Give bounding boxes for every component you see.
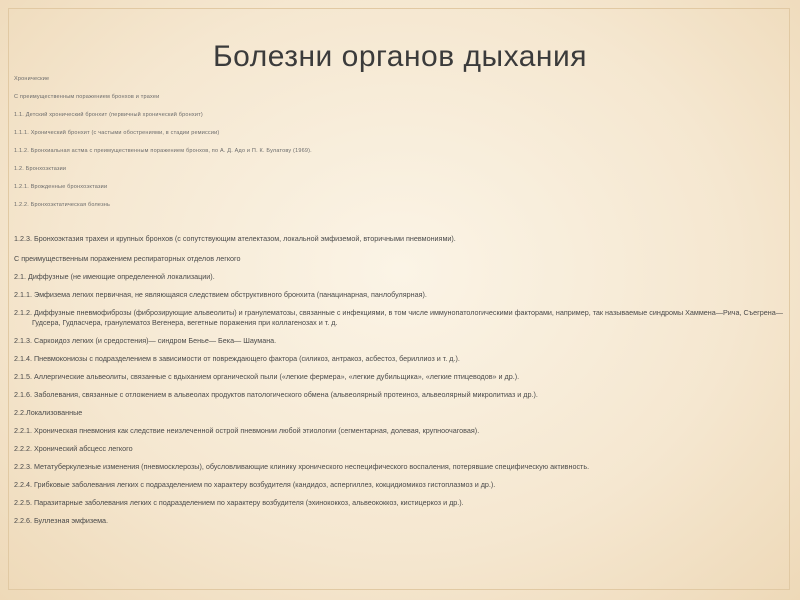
text-line: 2.1.6. Заболевания, связанные с отложением в альвеолах продуктов патологического обмена (альвеолярный протеиноз, альвеолярный микролитиаз и др.). <box>14 390 538 399</box>
text-line: 2.2.2. Хронический абсцесс легкого <box>14 444 133 453</box>
text-line: 2.1.5. Аллергические альвеолиты, связанные с вдыханием органической пыли («легкие фермера», «легкие дубильщика», «легкие птицеводов» и др.). <box>14 372 520 381</box>
text-line: Гудсера, Гудпасчера, гранулематоз Вегенера, вегетные поражения при коллагенозах и т. д. <box>32 318 338 327</box>
text-line: 2.2.3. Метатуберкулезные изменения (пневмосклерозы), обусловливающие клинику хронического неспецифического воспаления, потерявшие специфическую активность. <box>14 462 590 471</box>
text-line: 2.2.6. Буллезная эмфизема. <box>14 516 109 525</box>
text-line: 2.1.3. Саркоидоз легких (и средостения)— синдром Бенье— Бека— Шаумана. <box>14 336 277 345</box>
text-line: 2.2.Локализованные <box>14 408 83 417</box>
text-line: 2.2.1. Хроническая пневмония как следствие неизлеченной острой пневмонии любой этиологии (сегментарная, долевая, крупноочаговая). <box>14 426 480 435</box>
text-line: С преимущественным поражением респираторных отделов легкого <box>14 254 241 263</box>
text-line: 2.1.4. Пневмокониозы с подразделением в зависимости от повреждающего фактора (силикоз, антракоз, асбестоз, бериллиоз и т. д.). <box>14 354 460 363</box>
slide-title: Болезни органов дыхания <box>212 40 587 73</box>
text-line: 1.2.3. Бронхоэктазия трахеи и крупных бронхов (с сопутствующим ателектазом, локальной эмфиземой, вторичными пневмониями). <box>14 234 456 243</box>
text-line: 1.2. Бронхоэктазии <box>14 166 67 172</box>
text-line: 1.2.1. Врожденные бронхоэктазии <box>14 184 108 190</box>
text-line: 2.2.5. Паразитарные заболевания легких с подразделением по характеру возбудителя (эхинококкоз, альвеококкоз, кистицеркоз и др.). <box>14 498 464 507</box>
text-line: 2.1. Диффузные (не имеющие определенной локализации). <box>14 272 215 281</box>
section-header: Хронические <box>14 76 50 82</box>
text-line: 2.2.4. Грибковые заболевания легких с подразделением по характеру возбудителя (кандидоз, аспергиллез, кокцидиомикоз гистоплазмоз и др.). <box>14 480 496 489</box>
text-line: 1.2.2. Бронхоэктатическая болезнь <box>14 202 111 208</box>
text-line: 1.1. Детский хронический бронхит (первичный хронический бронхит) <box>14 112 203 118</box>
text-line: 1.1.2. Бронхиальная астма с преимущественным поражением бронхов, по А. Д. Адо и П. К. Булатову (1969). <box>14 148 312 154</box>
text-line: 2.1.2. Диффузные пневмофиброзы (фиброзирующие альвеолиты) и гранулематозы, связанные с инфекциями, в том числе иммунопатологическими факторами, например, так называемые синдромы Хаммена—Рича, Съегрена— <box>14 308 783 317</box>
text-line: 2.1.1. Эмфизема легких первичная, не являющаяся следствием обструктивного бронхита (панацинарная, панлобулярная). <box>14 290 427 299</box>
text-line: С преимущественным поражением бронхов и трахеи <box>14 94 160 100</box>
text-line: 1.1.1. Хронический бронхит (с частыми обострениями, в стадии ремиссии) <box>14 130 220 136</box>
